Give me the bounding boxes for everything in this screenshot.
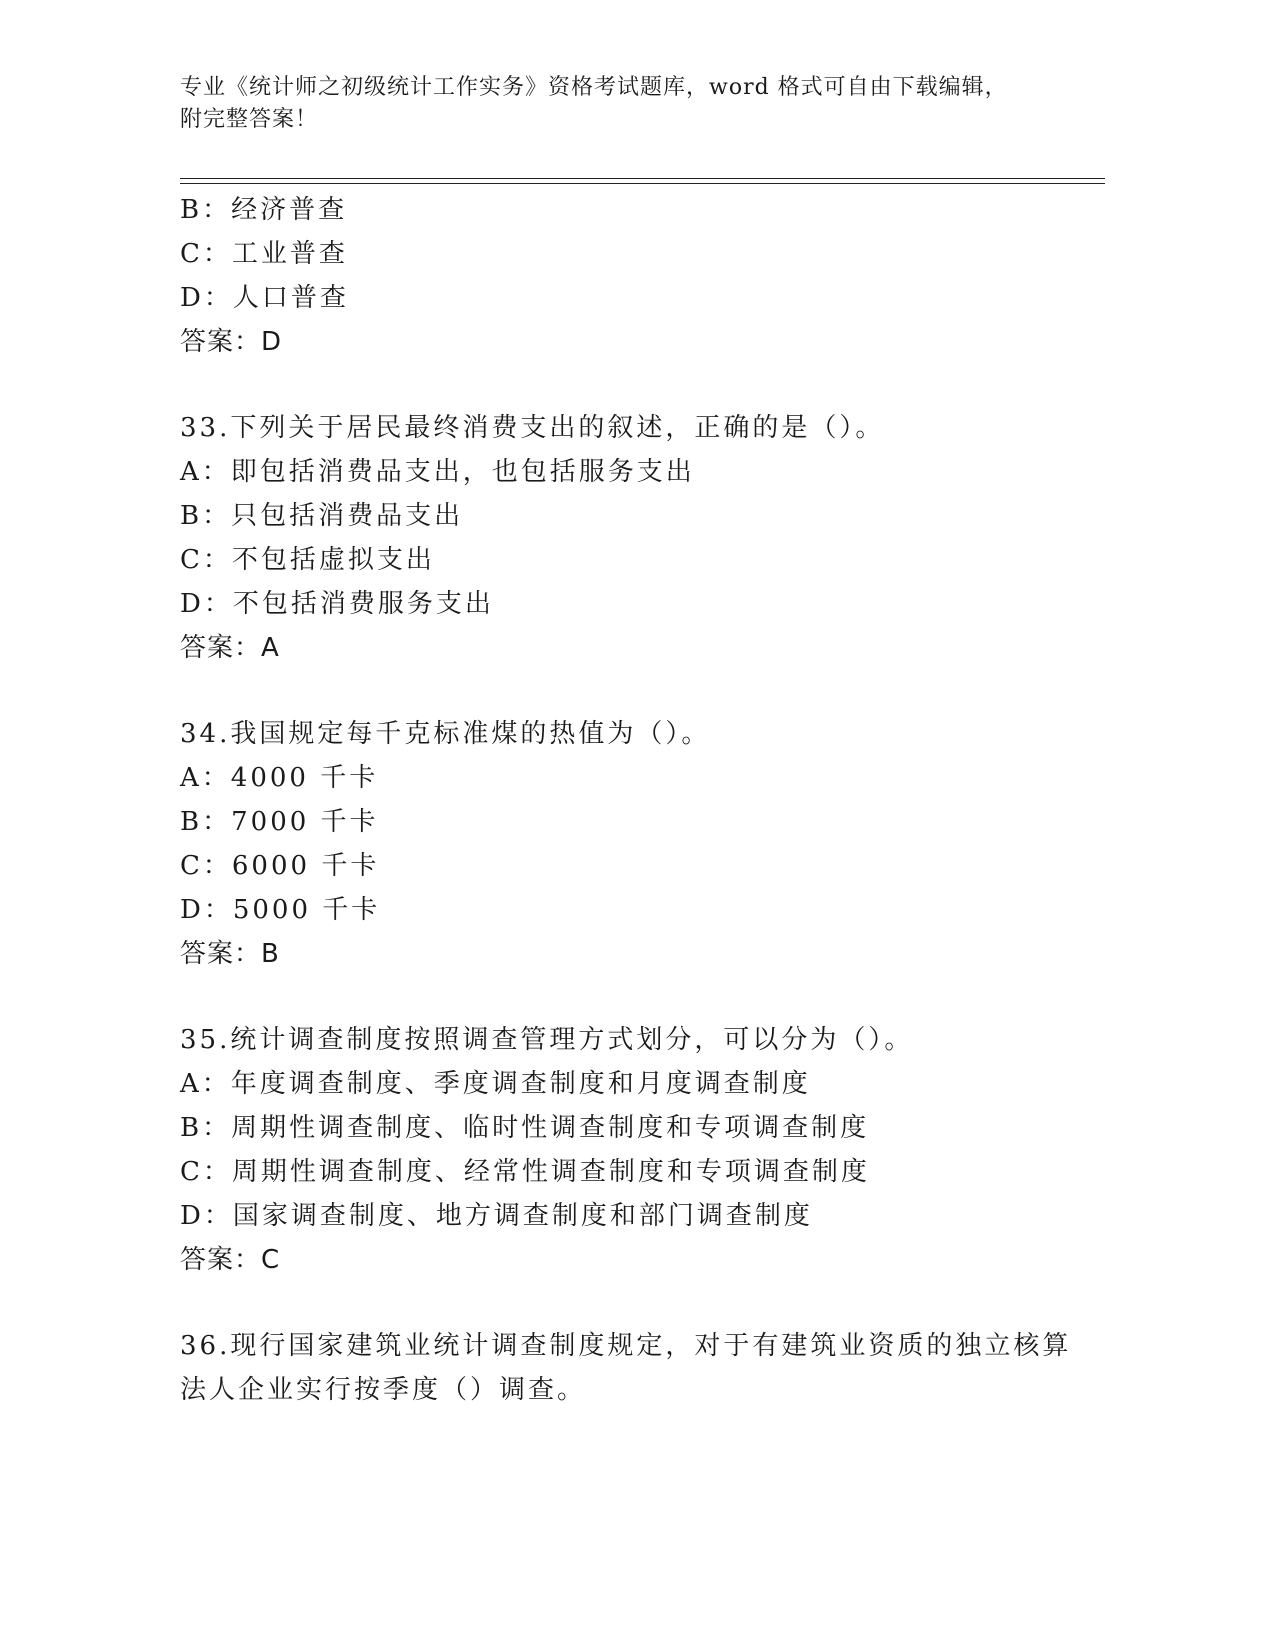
header-line-2: 附完整答案！	[180, 107, 319, 132]
option-c: C：工业普查	[180, 239, 348, 269]
question-stem: 35.统计调查制度按照调查管理方式划分，可以分为（）。	[180, 1025, 914, 1055]
option-a: A：即包括消费品支出，也包括服务支出	[180, 457, 695, 487]
question-36	[180, 1324, 1120, 1412]
option-d: D：国家调查制度、地方调查制度和部门调查制度	[180, 1201, 813, 1231]
option-d: D：人口普查	[180, 283, 349, 313]
option-d: D：不包括消费服务支出	[180, 589, 494, 619]
question-33	[180, 406, 1120, 670]
question-34	[180, 712, 1120, 976]
option-b: B：7000 千卡	[180, 807, 379, 837]
answer-line: 答案：D	[180, 327, 283, 357]
question-35	[180, 1018, 1120, 1282]
question-content	[180, 188, 1120, 1412]
document-header	[180, 72, 1080, 136]
answer-line: 答案：A	[180, 633, 280, 663]
question-32-tail	[180, 188, 1120, 364]
option-c: C：周期性调查制度、经常性调查制度和专项调查制度	[180, 1157, 870, 1187]
option-a: A：年度调查制度、季度调查制度和月度调查制度	[180, 1069, 811, 1099]
question-stem: 34.我国规定每千克标准煤的热值为（）。	[180, 719, 711, 749]
option-c: C：6000 千卡	[180, 851, 380, 881]
option-b: B：只包括消费品支出	[180, 501, 464, 531]
answer-line: 答案：B	[180, 939, 280, 969]
option-c: C：不包括虚拟支出	[180, 545, 435, 575]
question-stem-line-1: 36.现行国家建筑业统计调查制度规定，对于有建筑业资质的独立核算	[180, 1331, 1072, 1361]
answer-line: 答案：C	[180, 1245, 281, 1275]
header-line-1: 专业《统计师之初级统计工作实务》资格考试题库，word 格式可自由下载编辑，	[180, 75, 1008, 100]
option-a: A：4000 千卡	[180, 763, 379, 793]
header-divider	[180, 178, 1105, 184]
question-stem-line-2: 法人企业实行按季度（）调查。	[180, 1375, 587, 1405]
option-b: B：周期性调查制度、临时性调查制度和专项调查制度	[180, 1113, 870, 1143]
option-b: B：经济普查	[180, 195, 348, 225]
option-d: D：5000 千卡	[180, 895, 381, 925]
question-stem: 33.下列关于居民最终消费支出的叙述，正确的是（）。	[180, 413, 885, 443]
